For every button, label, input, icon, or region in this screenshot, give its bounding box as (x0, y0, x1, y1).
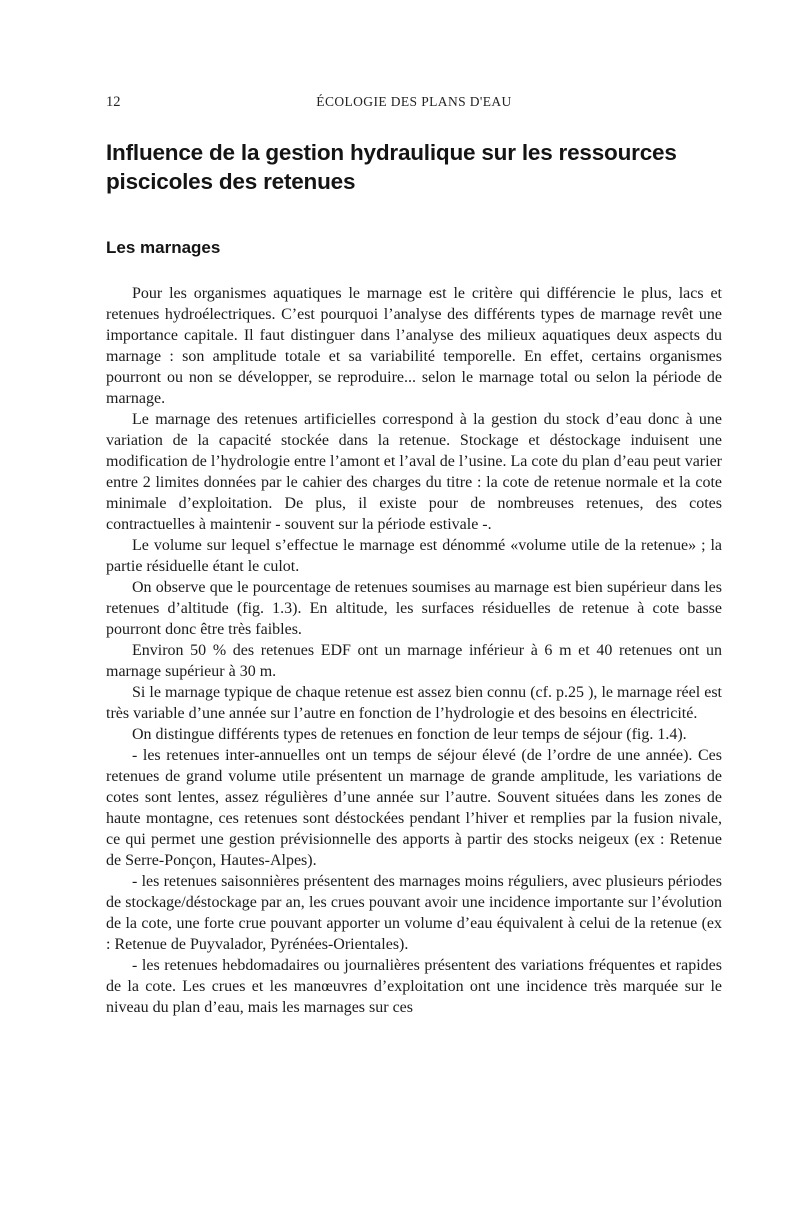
paragraph-10: - les retenues hebdomadaires ou journalières présentent des variations fréquentes et rapides de la cote. Les crues et les manœuvres d’exploitation ont une incidence très marquée sur le niveau du plan d’eau, mais les marnages sur ces (106, 957, 722, 1016)
page-number: 12 (106, 94, 121, 110)
paragraph-8: - les retenues inter-annuelles ont un temps de séjour élevé (de l’ordre de une année). Ces retenues de grand volume utile présentent un marnage de grande amplitude, les variations de cotes sont lentes, assez régulières d’une année sur l’autre. Souvent situées dans les zones de haute montagne, ces retenues sont déstockées pendant l’hiver et remplies par la fusion nivale, ce qui permet une gestion prévisionnelle des apports à partir des stocks neigeux (ex : Retenue de Serre-Ponçon, Hautes-Alpes). (106, 747, 722, 869)
running-head: ÉCOLOGIE DES PLANS D'EAU (316, 94, 512, 109)
page-header (106, 94, 722, 112)
chapter-title: Influence de la gestion hydraulique sur les ressources piscicoles des retenues (106, 140, 677, 194)
body-text (106, 283, 722, 1018)
section-heading: Les marnages (106, 238, 221, 257)
paragraph-1: Pour les organismes aquatiques le marnage est le critère qui différencie le plus, lacs et retenues hydroélectriques. C’est pourquoi l’analyse des différents types de marnage revêt une importance capitale. Il faut distinguer dans l’analyse des milieux aquatiques deux aspects du marnage : son amplitude totale et sa variabilité temporelle. En effet, certains organismes pourront ou non se développer, se reproduire... selon le marnage total ou selon la période de marnage. (106, 285, 722, 407)
paragraph-9: - les retenues saisonnières présentent des marnages moins réguliers, avec plusieurs périodes de stockage/déstockage par an, les crues pouvant avoir une incidence importante sur l’évolution de la cote, une forte crue pouvant apporter un volume d’eau équivalent à celui de la retenue (ex : Retenue de Puyvalador, Pyrénées-Orientales). (106, 873, 722, 953)
paragraph-3: Le volume sur lequel s’effectue le marnage est dénommé «volume utile de la retenue» ; la partie résiduelle étant le culot. (106, 537, 722, 575)
paragraph-6: Si le marnage typique de chaque retenue est assez bien connu (cf. p.25 ), le marnage réel est très variable d’une année sur l’autre en fonction de l’hydrologie et des besoins en électricité. (106, 684, 722, 722)
paragraph-2: Le marnage des retenues artificielles correspond à la gestion du stock d’eau donc à une variation de la capacité stockée dans la retenue. Stockage et déstockage induisent une modification de l’hydrologie entre l’amont et l’aval de l’usine. La cote du plan d’eau peut varier entre 2 limites données par le cahier des charges du titre : la cote de retenue normale et la cote minimale d’exploitation. De plus, il existe pour de nombreuses retenues, des cotes contractuelles à maintenir - souvent sur la période estivale -. (106, 411, 722, 533)
paragraph-4: On observe que le pourcentage de retenues soumises au marnage est bien supérieur dans les retenues d’altitude (fig. 1.3). En altitude, les surfaces résiduelles de retenue à cote basse pourront donc être très faibles. (106, 579, 722, 638)
paragraph-5: Environ 50 % des retenues EDF ont un marnage inférieur à 6 m et 40 retenues ont un marnage supérieur à 30 m. (106, 642, 722, 680)
paragraph-7: On distingue différents types de retenues en fonction de leur temps de séjour (fig. 1.4). (132, 726, 687, 743)
